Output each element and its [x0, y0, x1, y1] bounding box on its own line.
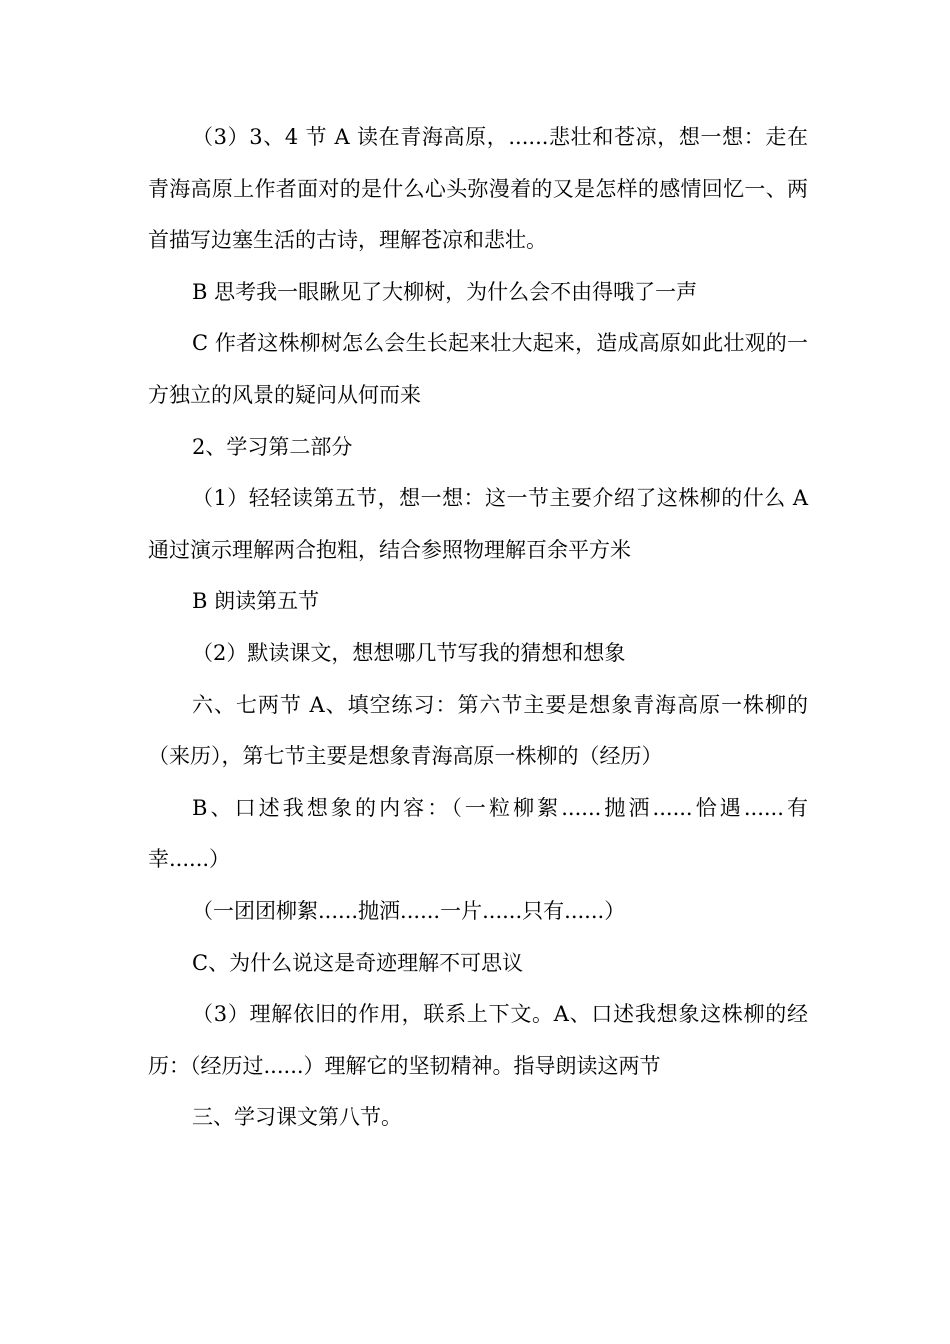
- paragraph-11: C、为什么说这是奇迹理解不可思议: [192, 950, 524, 975]
- paragraph-2: B 思考我一眼瞅见了大柳树，为什么会不由得哦了一声: [192, 279, 698, 304]
- paragraph-12: （3）理解依旧的作用，联系上下文。A、口述我想象这株柳的经历：（经历过......）理解它的坚韧精神。指导朗读这两节: [148, 1002, 808, 1078]
- paragraph-9: B、口述我想象的内容：（一粒柳絮......抛洒......恰遇......有幸......）: [148, 795, 808, 872]
- paragraph-8: 六、七两节 A、填空练习：第六节主要是想象青海高原一株柳的（来历），第七节主要是想象青海高原一株柳的（经历）: [148, 692, 808, 769]
- paragraph-13: 三、学习课文第八节。: [192, 1105, 402, 1130]
- paragraph-3: C 作者这株柳树怎么会生长起来壮大起来，造成高原如此壮观的一方独立的风景的疑问从何而来: [148, 331, 808, 407]
- paragraph-7: （2）默读课文，想想哪几节写我的猜想和想象: [192, 640, 626, 665]
- paragraph-1: （3）3、4 节 A 读在青海高原，......悲壮和苍凉，想一想：走在青海高原上作者面对的是什么心头弥漫着的又是怎样的感情回忆一、两首描写边塞生活的古诗，理解苍凉和悲壮。: [148, 125, 808, 253]
- paragraph-10: （一团团柳絮......抛洒......一片......只有......）: [192, 898, 626, 923]
- paragraph-5: （1）轻轻读第五节，想一想：这一节主要介绍了这株柳的什么 A 通过演示理解两合抱粗，结合参照物理解百余平方米: [148, 486, 808, 562]
- document-body: [148, 112, 808, 1144]
- paragraph-6: B 朗读第五节: [192, 589, 320, 614]
- paragraph-4: 2、学习第二部分: [192, 434, 353, 459]
